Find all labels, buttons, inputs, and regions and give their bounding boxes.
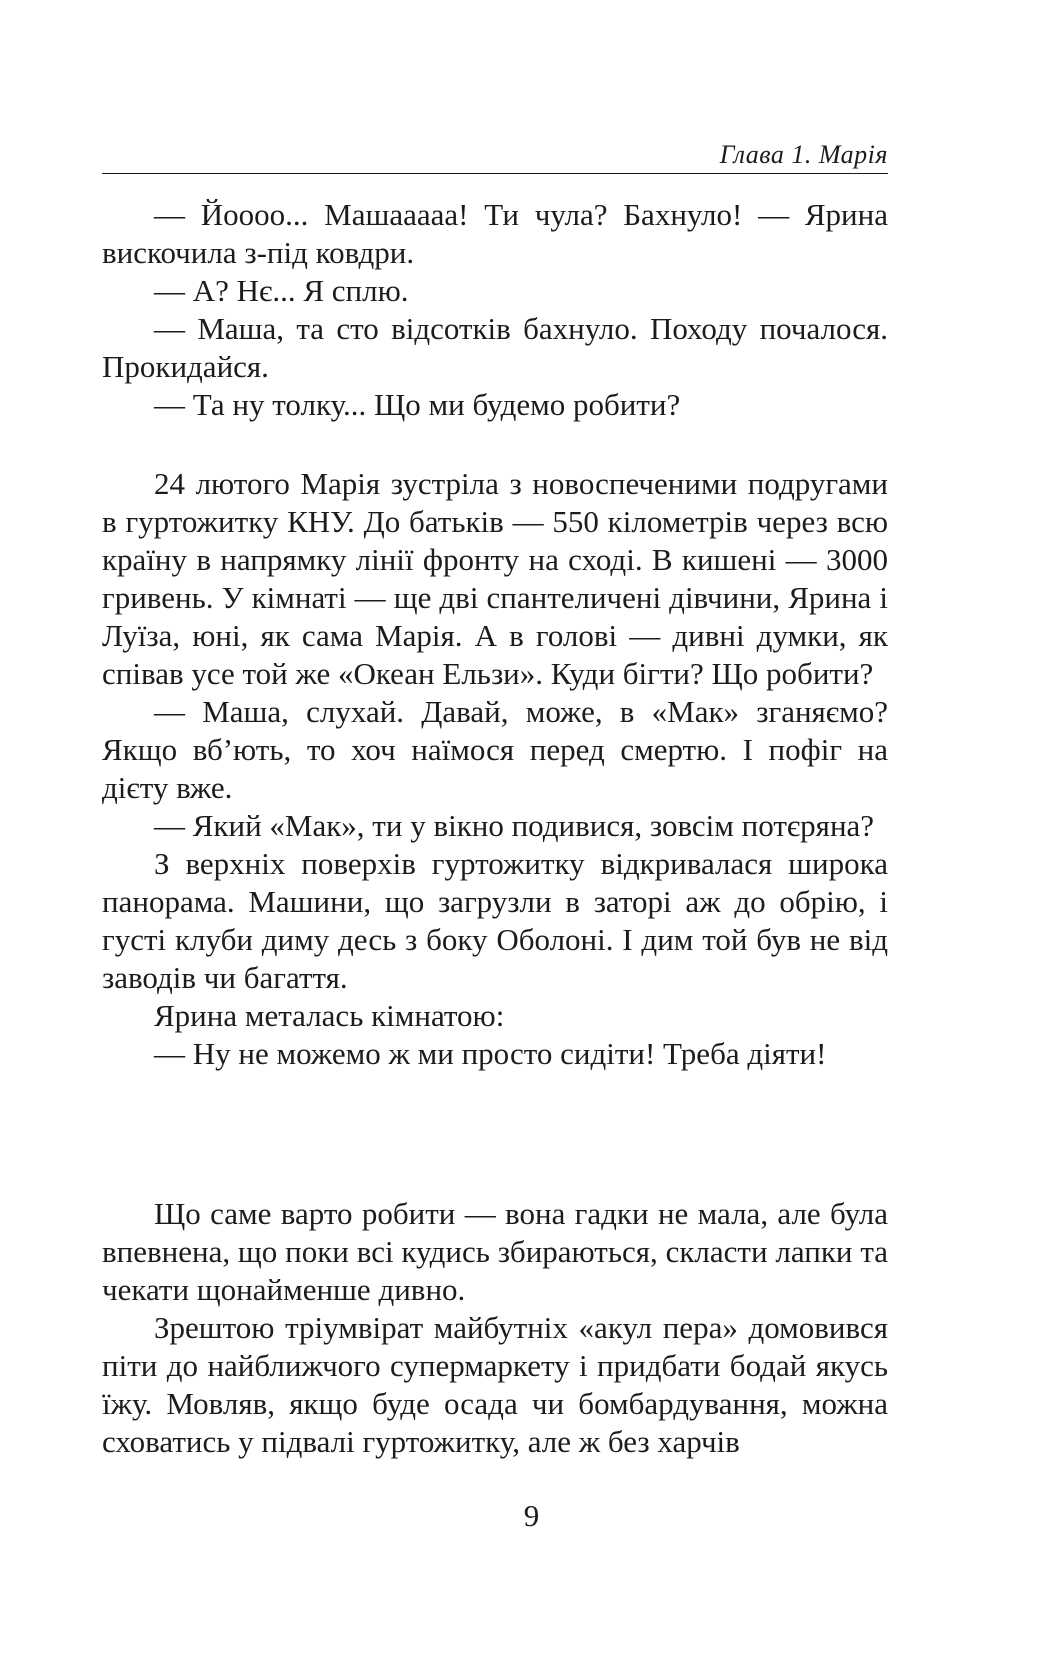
running-header: Глава 1. Марія	[719, 140, 888, 169]
paragraph: З верхніх поверхів гуртожитку відкривалася широка панорама. Машини, що загрузли в заторі аж до обрію, і густі клуби диму десь з боку Оболоні. І дим той був не від заводів чи багаття.	[102, 846, 888, 995]
header-rule	[102, 173, 888, 174]
paragraph: — Ну не можемо ж ми просто сидіти! Треба діяти!	[154, 1036, 827, 1071]
paragraph: Ярина металась кімнатою:	[154, 998, 505, 1033]
narrative-section-3	[102, 1195, 888, 1461]
paragraph: Що саме варто робити — вона гадки не мала, але була впевнена, що поки всі кудись збираються, скласти лапки та чекати щонайменше дивно.	[102, 1196, 888, 1307]
page-number: 9	[523, 1498, 540, 1533]
dialogue-section-1	[102, 196, 888, 424]
paragraph: 24 лютого Марія зустріла з новоспеченими подругами в гуртожитку КНУ. До батьків — 550 кілометрів через всю країну в напрямку лінії фронту на сході. В кишені — 3000 гривень. У кімнаті — ще дві спантеличені дівчини, Ярина і Луїза, юні, як сама Марія. А в голові — дивні думки, як співав усе той же «Океан Ельзи». Куди бігти? Що робити?	[102, 466, 888, 691]
paragraph: — Йоооо... Машааааа! Ти чула? Бахнуло! — Ярина вискочила з-під ковдри.	[102, 197, 888, 270]
narrative-section-2	[102, 465, 888, 1073]
paragraph: — Та ну толку... Що ми будемо робити?	[154, 387, 681, 422]
paragraph: — Який «Мак», ти у вікно подивися, зовсім потєряна?	[154, 808, 875, 843]
paragraph: — Маша, слухай. Давай, може, в «Мак» зганяємо? Якщо вб’ють, то хоч наїмося перед смертю. І пофіг на дієту вже.	[102, 694, 888, 805]
paragraph: — А? Нє... Я сплю.	[154, 273, 409, 308]
paragraph: — Маша, та сто відсотків бахнуло. Походу почалося. Прокидайся.	[102, 311, 888, 384]
paragraph: Зрештою тріумвірат майбутніх «акул пера» домовився піти до найближчого супермаркету і придбати бодай якусь їжу. Мовляв, якщо буде осада чи бомбардування, можна сховатись у підвалі гуртожитку, але ж без харчів	[102, 1310, 888, 1459]
